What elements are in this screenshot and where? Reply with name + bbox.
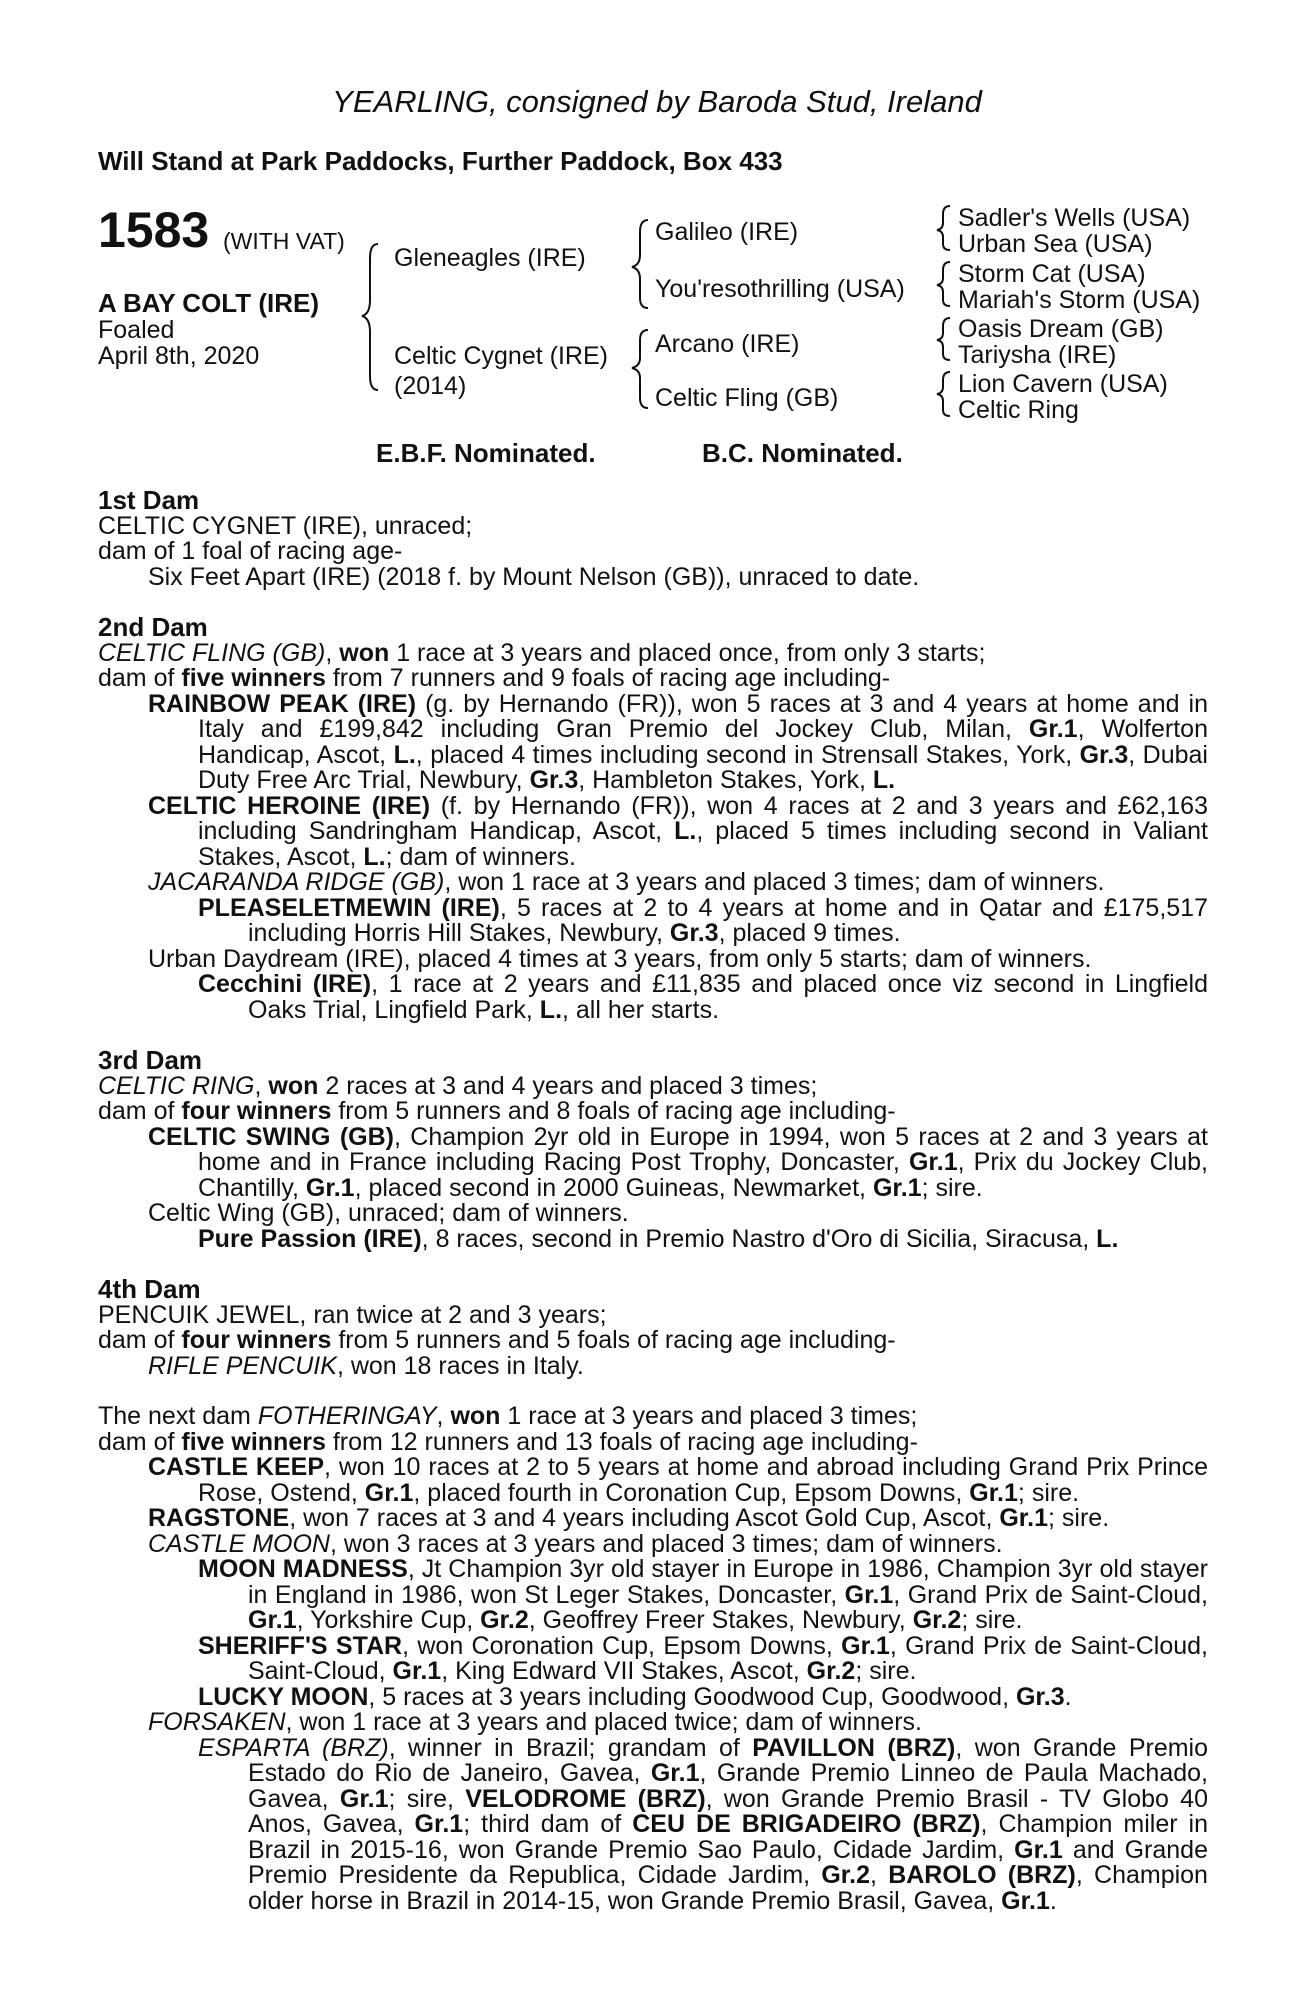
next-entry-3: CASTLE MOON, won 3 races at 3 years and placed 3 times; dam of winners. <box>148 1529 1003 1558</box>
page-title: YEARLING, consigned by Baroda Stud, Ireland <box>332 84 982 119</box>
lot-description: A BAY COLT (IRE) <box>98 288 320 318</box>
foaled-label: Foaled <box>98 316 175 344</box>
section-title-dam1: 1st Dam <box>98 485 200 515</box>
sire-dam: You'resothrilling (USA) <box>655 275 905 303</box>
dam2-entry-5: Urban Daydream (IRE), placed 4 times at 3 years, from only 5 starts; dam of winners. <box>148 944 1092 973</box>
pedigree-notes <box>98 485 1209 1915</box>
stand-location: Will Stand at Park Paddocks, Further Paddock, Box 433 <box>98 146 783 176</box>
bc-nominated: B.C. Nominated. <box>702 438 903 468</box>
gen3-6: Tariysha (IRE) <box>958 341 1117 369</box>
next-dam-intro: The next dam FOTHERINGAY, won 1 race at 3 years and placed 3 times; <box>98 1402 918 1430</box>
gen3-1: Sadler's Wells (USA) <box>958 204 1191 232</box>
section-title-dam4: 4th Dam <box>98 1274 201 1304</box>
dam2-entry-3: JACARANDA RIDGE (GB), won 1 race at 3 years and placed 3 times; dam of winners. <box>148 868 1105 896</box>
foaled-date: April 8th, 2020 <box>98 342 260 370</box>
gen3-8: Celtic Ring <box>958 396 1079 424</box>
dam4-dam-of: dam of four winners from 5 runners and 5 foals of racing age including- <box>98 1326 896 1354</box>
dam2-intro: CELTIC FLING (GB), won 1 race at 3 years and placed once, from only 3 starts; <box>98 638 986 667</box>
section-title-dam2: 2nd Dam <box>98 612 208 642</box>
dam2-entry-6: Cecchini (IRE), 1 race at 2 years and £11,835 and placed once viz second in Lingfield Oaks Trial, Lingfield Park, L., all her starts. <box>198 970 1208 1024</box>
dam3-entry-1: CELTIC SWING (GB), Champion 2yr old in Europe in 1994, won 5 races at 2 and 3 years at home and in France including Racing Post Trophy, Doncaster, Gr.1, Prix du Jockey Club, Chantilly, Gr.1, placed second in 2000 Guineas, Newmarket, Gr.1; sire. <box>148 1122 1209 1202</box>
dam2-entry-2: CELTIC HEROINE (IRE) (f. by Hernando (FR)), won 4 races at 2 and 3 years and £62,163 including Sandringham Handicap, Ascot, L., placed 5 times including second in Valiant Stakes, Ascot, L.; dam of winners. <box>148 791 1208 871</box>
dam1-line-3: Six Feet Apart (IRE) (2018 f. by Mount Nelson (GB)), unraced to date. <box>148 562 920 591</box>
vat-note: (WITH VAT) <box>223 228 345 254</box>
section-title-dam3: 3rd Dam <box>98 1045 203 1075</box>
next-entry-2: RAGSTONE, won 7 races at 3 and 4 years including Ascot Gold Cup, Ascot, Gr.1; sire. <box>148 1504 1110 1532</box>
ebf-nominated: E.B.F. Nominated. <box>376 438 596 468</box>
next-entry-4: MOON MADNESS, Jt Champion 3yr old stayer in Europe in 1986, Champion 3yr old stayer in England in 1986, won St Leger Stakes, Doncaster, Gr.1, Grand Prix de Saint-Cloud, Gr.1, Yorkshire Cup, Gr.2, Geoffrey Freer Stakes, Newbury, Gr.2; sire. <box>198 1555 1208 1634</box>
dam-sire: Arcano (IRE) <box>655 330 800 358</box>
dam-year: (2014) <box>394 372 467 400</box>
dam2-dam-of: dam of five winners from 7 runners and 9 foals of racing age including- <box>98 664 891 692</box>
dam3-entry-3: Pure Passion (IRE), 8 races, second in Premio Nastro d'Oro di Sicilia, Siracusa, L. <box>198 1224 1119 1253</box>
dam4-entry-1: RIFLE PENCUIK, won 18 races in Italy. <box>148 1351 584 1380</box>
next-dam-of: dam of five winners from 12 runners and 13 foals of racing age including- <box>98 1427 918 1456</box>
sire-sire: Galileo (IRE) <box>655 218 799 246</box>
dam3-intro: CELTIC RING, won 2 races at 3 and 4 years and placed 3 times; <box>98 1071 818 1100</box>
gen3-3: Storm Cat (USA) <box>958 260 1146 288</box>
dam3-dam-of: dam of four winners from 5 runners and 8 foals of racing age including- <box>98 1097 896 1125</box>
gen3-2: Urban Sea (USA) <box>958 230 1153 258</box>
gen3-7: Lion Cavern (USA) <box>958 370 1168 398</box>
next-entry-8: ESPARTA (BRZ), winner in Brazil; grandam of PAVILLON (BRZ), won Grande Premio Estado do Rio de Janeiro, Gavea, Gr.1, Grande Premio Linneo de Paula Machado, Gavea, Gr.1; sire, VELODROME (BRZ), won Grande Premio Brasil - TV Globo 40 Anos, Gavea, Gr.1; third dam of CEU DE BRIGADEIRO (BRZ), Champion miler in Brazil in 2015-16, won Grande Premio Sao Paulo, Cidade Jardim, Gr.1 and Grande Premio Presidente da Republica, Cidade Jardim, Gr.2, BAROLO (BRZ), Champion older horse in Brazil in 2014-15, won Grande Premio Brasil, Gavea, Gr.1. <box>198 1733 1209 1915</box>
next-entry-5: SHERIFF'S STAR, won Coronation Cup, Epsom Downs, Gr.1, Grand Prix de Saint-Cloud, Saint-Cloud, Gr.1, King Edward VII Stakes, Ascot, Gr.2; sire. <box>198 1631 1208 1685</box>
dam2-entry-4: PLEASELETMEWIN (IRE), 5 races at 2 to 4 years at home and in Qatar and £175,517 including Horris Hill Stakes, Newbury, Gr.3, placed 9 times. <box>198 893 1208 947</box>
dam4-intro: PENCUIK JEWEL, ran twice at 2 and 3 years; <box>98 1300 607 1329</box>
next-entry-1: CASTLE KEEP, won 10 races at 2 to 5 years at home and abroad including Grand Prix Prince Rose, Ostend, Gr.1, placed fourth in Coronation Cup, Epsom Downs, Gr.1; sire. <box>148 1453 1208 1507</box>
dam1-line-2: dam of 1 foal of racing age- <box>98 537 403 565</box>
dam3-entry-2: Celtic Wing (GB), unraced; dam of winners. <box>148 1199 629 1227</box>
lot-number: 1583 <box>98 202 210 258</box>
dam-dam: Celtic Fling (GB) <box>655 384 839 412</box>
next-entry-7: FORSAKEN, won 1 race at 3 years and placed twice; dam of winners. <box>148 1708 922 1736</box>
gen3-4: Mariah's Storm (USA) <box>958 286 1201 314</box>
dam1-line-1: CELTIC CYGNET (IRE), unraced; <box>98 511 473 540</box>
sire: Gleneagles (IRE) <box>394 244 586 272</box>
dam2-entry-1: RAINBOW PEAK (IRE) (g. by Hernando (FR)), won 5 races at 3 and 4 years at home and in Italy and £199,842 including Gran Premio del Jockey Club, Milan, Gr.1, Wolferton Handicap, Ascot, L., placed 4 times including second in Strensall Stakes, York, Gr.3, Dubai Duty Free Arc Trial, Newbury, Gr.3, Hambleton Stakes, York, L. <box>148 689 1208 794</box>
next-entry-6: LUCKY MOON, 5 races at 3 years including Goodwood Cup, Goodwood, Gr.3. <box>198 1682 1072 1711</box>
gen3-5: Oasis Dream (GB) <box>958 315 1164 343</box>
dam: Celtic Cygnet (IRE) <box>394 342 608 370</box>
